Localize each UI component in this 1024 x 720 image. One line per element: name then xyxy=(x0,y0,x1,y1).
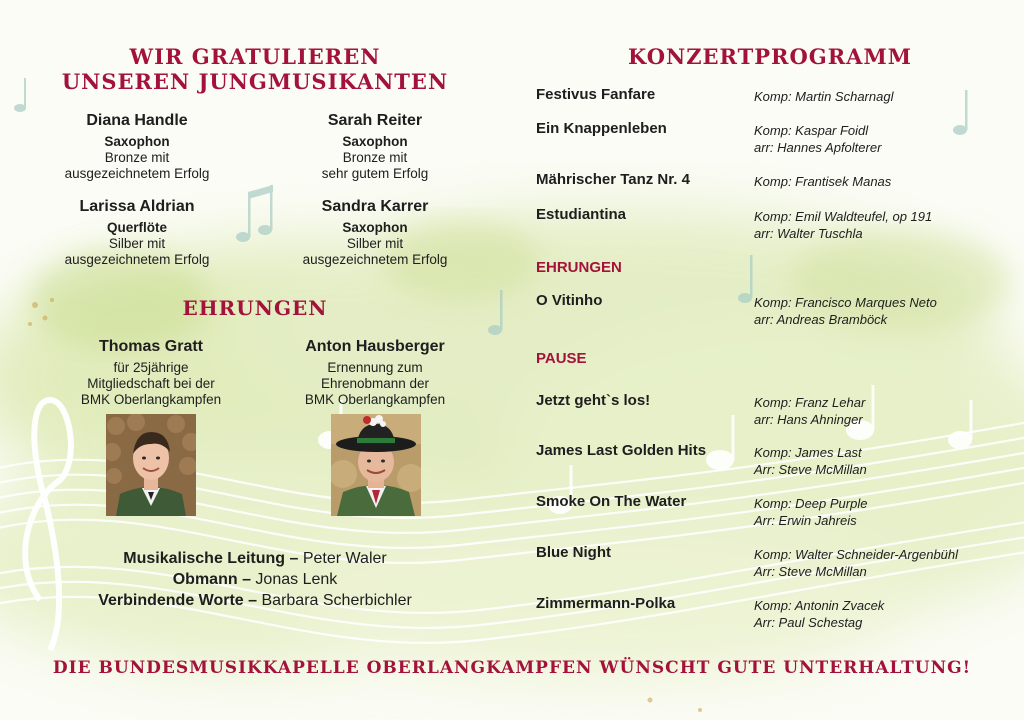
honoree-card xyxy=(260,338,490,408)
leadership-person: Jonas Lenk xyxy=(255,571,338,588)
leadership-row xyxy=(40,590,470,611)
program-arranger: Arr: Steve McMillan xyxy=(754,462,867,477)
leadership-separator: – xyxy=(285,550,303,567)
honoree-reason-line1: für 25jährige xyxy=(113,360,189,375)
graduate-instrument: Saxophon xyxy=(342,220,408,235)
graduate-award: Silber mit xyxy=(346,236,404,251)
program-piece-title: O Vitinho xyxy=(536,292,603,309)
program-piece-title: Festivus Fanfare xyxy=(536,86,656,103)
program-arranger: arr: Hans Ahninger xyxy=(754,412,863,427)
leadership-separator: – xyxy=(237,571,256,588)
congrats-title-line2: UNSEREN JUNGMUSIKANTEN xyxy=(61,69,449,94)
graduate-name: Diana Handle xyxy=(86,112,188,129)
honoree-card xyxy=(36,338,266,408)
program-composer: Komp: Martin Scharnagl xyxy=(754,89,894,104)
program-composer: Komp: James Last xyxy=(754,445,862,460)
honoree-reason-line3: BMK Oberlangkampfen xyxy=(80,392,222,407)
leadership-separator: – xyxy=(243,592,262,609)
program-arranger: Arr: Steve McMillan xyxy=(754,564,867,579)
honoree-photo xyxy=(106,414,196,516)
program-arranger: arr: Andreas Bramböck xyxy=(754,312,888,327)
graduate-instrument: Saxophon xyxy=(104,134,170,149)
program-composer: Komp: Franz Lehar xyxy=(754,395,866,410)
program-piece-title: Estudiantina xyxy=(536,206,627,223)
program-composer: Komp: Antonin Zvacek xyxy=(754,598,885,613)
program-piece-title: Smoke On The Water xyxy=(536,493,687,510)
program-piece-credits xyxy=(754,122,881,156)
graduate-name: Larissa Aldrian xyxy=(79,198,195,215)
program-composer: Komp: Frantisek Manas xyxy=(754,174,892,189)
graduate-award-detail: sehr gutem Erfolg xyxy=(321,166,429,181)
program-piece-title: Blue Night xyxy=(536,544,611,561)
leadership-person: Barbara Scherbichler xyxy=(261,592,412,609)
program-piece-credits xyxy=(754,394,865,428)
program-composer: Komp: Deep Purple xyxy=(754,496,868,511)
program-piece-title: Mährischer Tanz Nr. 4 xyxy=(536,171,690,188)
program-item xyxy=(536,595,996,635)
leadership-row xyxy=(40,569,470,590)
graduate-award: Bronze mit xyxy=(104,150,170,165)
program-composer: Komp: Francisco Marques Neto xyxy=(754,295,937,310)
program-piece-title: Zimmermann-Polka xyxy=(536,595,676,612)
program-piece-credits xyxy=(754,173,891,190)
honoree-reason-line1: Ernennung zum xyxy=(327,360,423,375)
program-item xyxy=(536,392,996,432)
honors-title: EHRUNGEN xyxy=(182,296,328,320)
graduate-award-detail: ausgezeichnetem Erfolg xyxy=(64,252,210,267)
program-composer: Komp: Walter Schneider-Argenbühl xyxy=(754,547,959,562)
graduate-card xyxy=(22,112,252,182)
program-piece-credits xyxy=(754,597,884,631)
program-piece-credits xyxy=(754,88,893,105)
program-arranger: Arr: Erwin Jahreis xyxy=(754,513,857,528)
portrait-image xyxy=(106,414,196,516)
leadership-list xyxy=(40,548,470,611)
graduate-instrument: Saxophon xyxy=(342,134,408,149)
graduate-name: Sarah Reiter xyxy=(327,112,423,129)
leadership-role: Musikalische Leitung xyxy=(123,550,286,567)
program-item xyxy=(536,292,996,332)
program-piece-title: Ein Knappenleben xyxy=(536,120,667,137)
program-piece-title: James Last Golden Hits xyxy=(536,442,707,459)
graduate-card xyxy=(22,198,252,268)
honoree-reason-line2: Mitgliedschaft bei der xyxy=(87,376,215,391)
leadership-row xyxy=(40,548,470,569)
congrats-title xyxy=(60,44,450,94)
graduate-card xyxy=(260,198,490,268)
honoree-photo xyxy=(331,414,421,516)
program-section-honors: EHRUNGEN xyxy=(536,259,622,276)
program-piece-credits xyxy=(754,444,867,478)
footer-message: DIE BUNDESMUSIKKAPELLE OBERLANGKAMPFEN WÜNSCHT GUTE UNTERHALTUNG! xyxy=(52,658,972,678)
program-item xyxy=(536,544,996,584)
program-title: KONZERTPROGRAMM xyxy=(628,44,912,69)
graduate-award-detail: ausgezeichnetem Erfolg xyxy=(302,252,448,267)
leadership-role: Obmann xyxy=(172,571,238,588)
graduate-name: Sandra Karrer xyxy=(321,198,429,215)
program-piece-title: Jetzt geht`s los! xyxy=(536,392,651,409)
program-section-pause: PAUSE xyxy=(536,350,587,367)
portrait-image xyxy=(331,414,421,516)
graduate-instrument: Querflöte xyxy=(106,220,167,235)
honoree-reason-line3: BMK Oberlangkampfen xyxy=(304,392,446,407)
program-composer: Komp: Emil Waldteufel, op 191 xyxy=(754,209,933,224)
graduate-award: Silber mit xyxy=(108,236,166,251)
program-item xyxy=(536,206,996,246)
program-piece-credits xyxy=(754,546,958,580)
honoree-name: Thomas Gratt xyxy=(98,338,203,355)
program-item xyxy=(536,493,996,533)
program-arranger: arr: Walter Tuschla xyxy=(754,226,863,241)
program-arranger: arr: Hannes Apfolterer xyxy=(754,140,882,155)
program-item xyxy=(536,171,996,211)
program-piece-credits xyxy=(754,495,867,529)
graduate-award: Bronze mit xyxy=(342,150,408,165)
graduate-award-detail: ausgezeichnetem Erfolg xyxy=(64,166,210,181)
program-composer: Komp: Kaspar Foidl xyxy=(754,123,869,138)
program-piece-credits xyxy=(754,294,937,328)
graduate-card xyxy=(260,112,490,182)
honoree-name: Anton Hausberger xyxy=(305,338,445,355)
honoree-reason-line2: Ehrenobmann der xyxy=(320,376,430,391)
program-item xyxy=(536,442,996,482)
leadership-person: Peter Waler xyxy=(302,550,387,567)
congrats-title-line1: WIR GRATULIEREN xyxy=(129,44,381,69)
leadership-role: Verbindende Worte xyxy=(98,592,244,609)
program-arranger: Arr: Paul Schestag xyxy=(754,615,863,630)
program-item xyxy=(536,120,996,160)
program-piece-credits xyxy=(754,208,932,242)
